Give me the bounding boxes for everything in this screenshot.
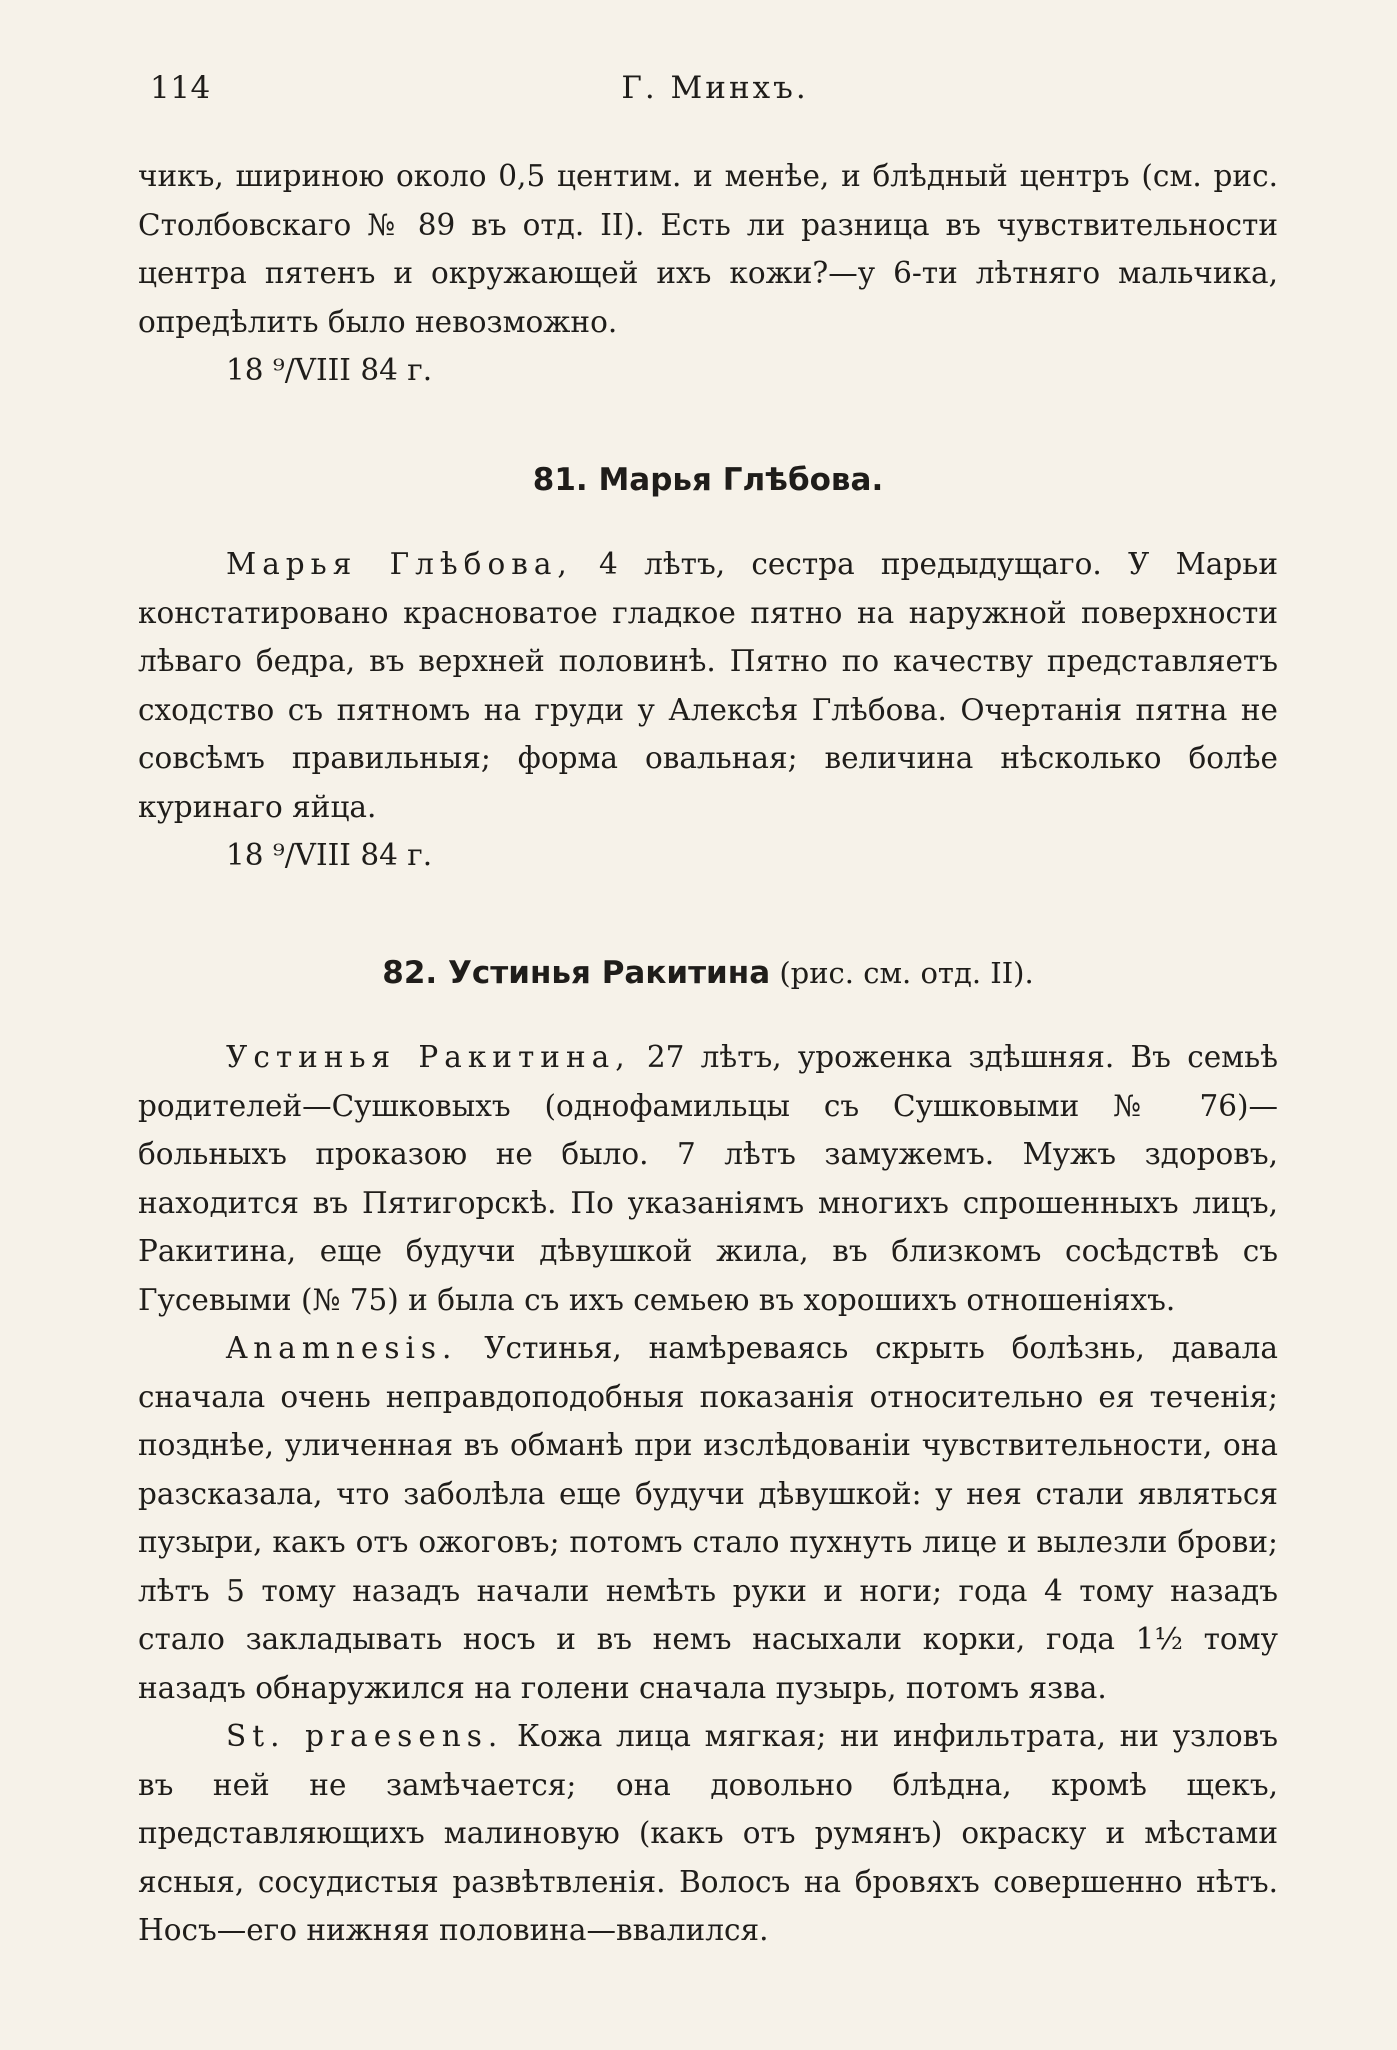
section-heading-title: 82. Устинья Ракитина (382, 955, 771, 991)
entry-date: 18 ⁹/VIII 84 г. (226, 838, 433, 872)
continuation-block (138, 152, 1278, 395)
anamnesis-label: Anamnesis. (226, 1331, 458, 1365)
status-praesens-label: St. praesens. (226, 1719, 504, 1753)
paragraph (138, 1712, 1278, 1955)
continuation-paragraph: чикъ, шириною около 0,5 центим. и менѣе, и блѣдный центръ (см. рис. Столбовскаго № 89 въ отд. II). Есть ли разница въ чувствительности центра пятенъ и окружающей ихъ кожи?—у 6-ти лѣтняго мальчика, опредѣлить было невозможно. (138, 159, 1278, 339)
paragraph-text: Кожа лица мягкая; ни инфильтрата, ни узловъ въ ней не замѣчается; она довольно блѣдна, кромѣ щекъ, представляющихъ малиновую (какъ отъ румянъ) окраску и мѣстами ясныя, сосудистыя развѣтвленія. Волосъ на бровяхъ совершенно нѣтъ. Носъ—его нижняя половина—ввалился. (138, 1719, 1278, 1947)
section-heading-82 (138, 955, 1278, 991)
paragraph (138, 1324, 1278, 1712)
patient-name-spaced: Марья Глѣбова, (226, 547, 573, 581)
section-heading-note: (рис. см. отд. II). (770, 956, 1034, 990)
page-number: 114 (150, 70, 211, 106)
paragraph (138, 1033, 1278, 1324)
paragraph (138, 540, 1278, 831)
section-81-body (138, 540, 1278, 880)
section-82-body (138, 1033, 1278, 1955)
page-header (150, 70, 1280, 130)
paragraph-text: Устинья, намѣреваясь скрыть болѣзнь, давала сначала очень неправдоподобныя показанія относительно ея теченія; позднѣе, уличенная въ обманѣ при изслѣдованіи чувствительности, она разсказала, что заболѣла еще будучи дѣвушкой: у нея стали являться пузыри, какъ отъ ожоговъ; потомъ стало пухнуть лице и вылезли брови; лѣтъ 5 тому назадъ начали немѣть руки и ноги; года 4 тому назадъ стало закладывать носъ и въ немъ насыхали корки, года 1½ тому назадъ обнаружился на голени сначала пузырь, потомъ язва. (138, 1331, 1278, 1705)
paragraph-text: 27 лѣтъ, уроженка здѣшняя. Въ семьѣ родителей—Сушковыхъ (однофамильцы съ Сушковыми № 76)—больныхъ проказою не было. 7 лѣтъ замужемъ. Мужъ здоровъ, находится въ Пятигорскѣ. По указаніямъ многихъ спрошенныхъ лицъ, Ракитина, еще будучи дѣвушкой жила, въ близкомъ сосѣдствѣ съ Гусевыми (№ 75) и была съ ихъ семьею въ хорошихъ отношеніяхъ. (138, 1040, 1278, 1317)
paragraph-text: 4 лѣтъ, сестра предыдущаго. У Марьи констатировано красноватое гладкое пятно на наружной поверхности лѣваго бедра, въ верхней половинѣ. Пятно по качеству представляетъ сходство съ пятномъ на груди у Алексѣя Глѣбова. Очертанія пятна не совсѣмъ правильныя; форма овальная; величина нѣсколько болѣе куринаго яйца. (138, 547, 1278, 824)
entry-date: 18 ⁹/VIII 84 г. (226, 353, 433, 387)
patient-name-spaced: Устинья Ракитина, (226, 1040, 631, 1074)
section-heading-81: 81. Марья Глѣбова. (532, 462, 884, 498)
running-head: Г. Минхъ. (621, 70, 809, 106)
